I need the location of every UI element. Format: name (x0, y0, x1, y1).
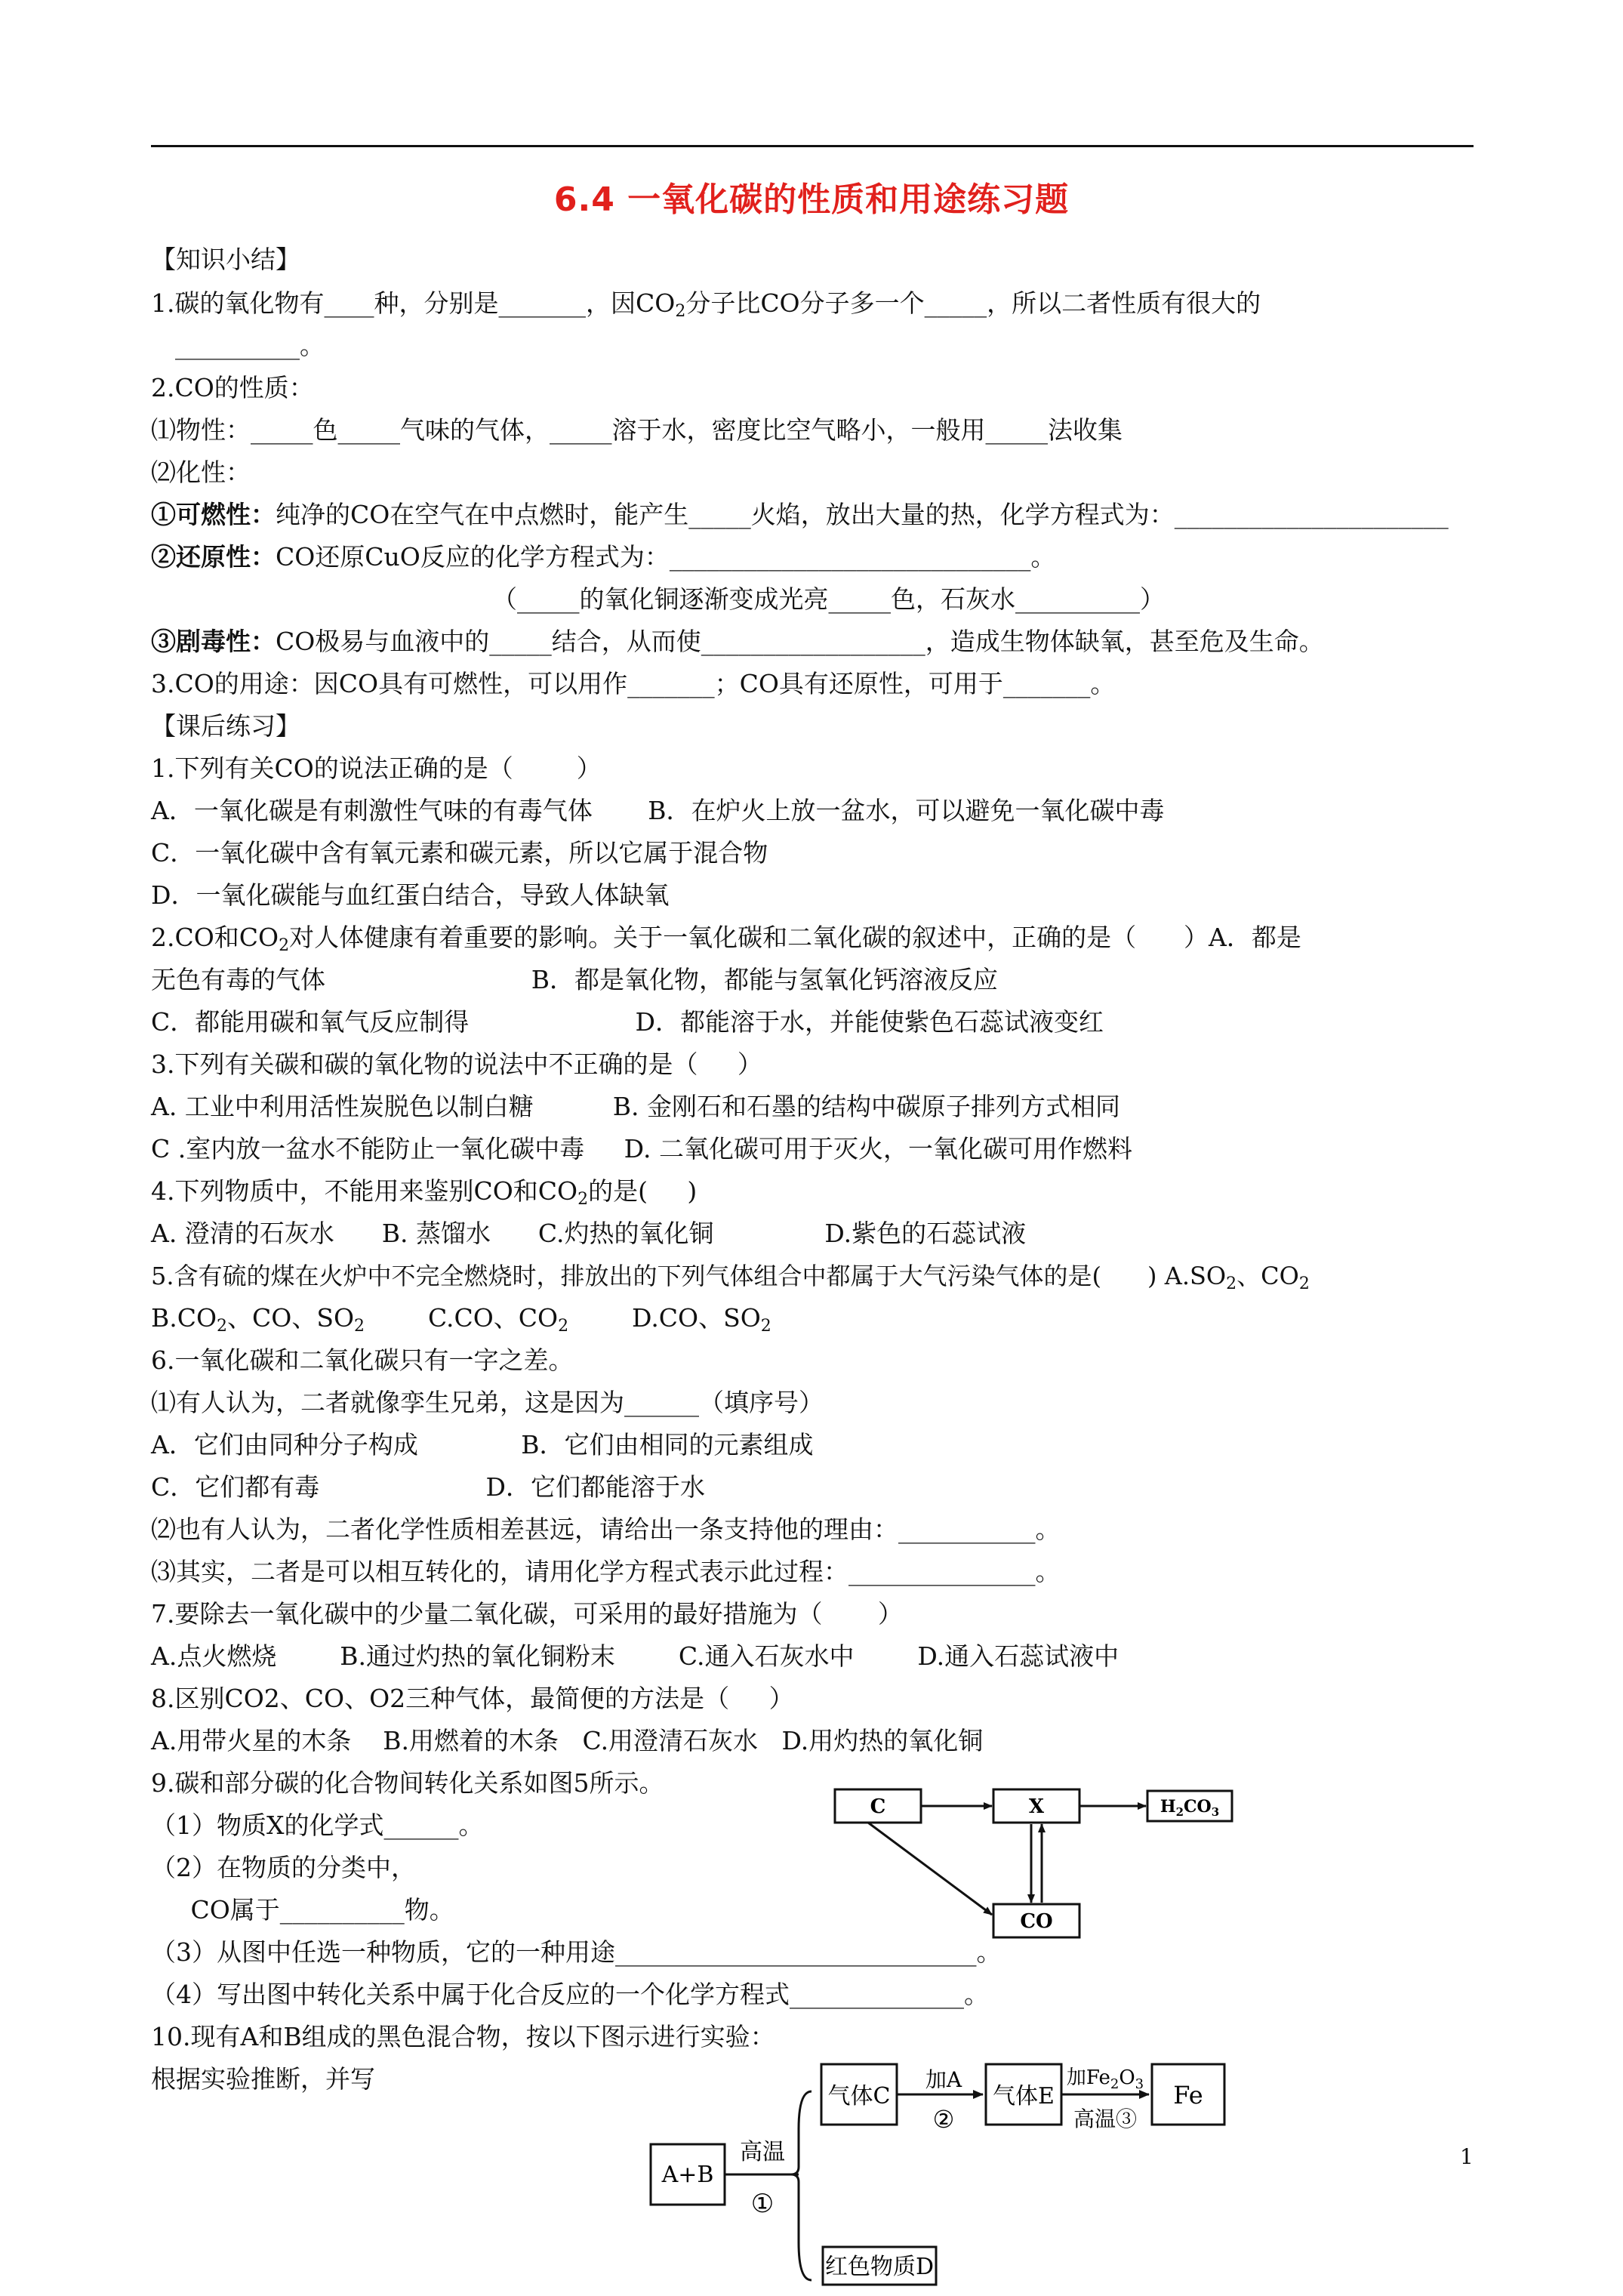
exercise-9: 9.碳和部分碳的化合物间转化关系如图5所示。 (151, 1768, 664, 1798)
knowledge-q2-head: 2.CO的性质： (151, 373, 314, 402)
label-h2co3: $H_2CO_3$ (1160, 1797, 1220, 1819)
knowledge-q2-comb: ①可燃性：纯净的CO在空气在中点燃时，能产生_____火焰，放出大量的热，化学方程式为：______________________ (151, 500, 1449, 529)
exercise-2-cd: C．都能用碳和氧气反应制得 D．都能溶于水，并能使紫色石蕊试液变红 (151, 1007, 1104, 1037)
label-fe: Fe (1173, 2081, 1203, 2110)
exercise-9-4: （4）写出图中转化关系中属于化合反应的一个化学方程式______________。 (151, 1980, 989, 2009)
exercise-heading: 【课后练习】 (151, 711, 300, 741)
exercise-10-b: 根据实验推断，并写 (151, 2064, 375, 2094)
exercise-8-options: A.用带火星的木条 B.用燃着的木条 C.用澄清石灰水 D.用灼热的氧化铜 (151, 1726, 984, 1755)
knowledge-q3: 3.CO的用途：因CO具有可燃性，可以用作_______；CO具有还原性，可用于_______。 (151, 669, 1116, 698)
exercise-1: 1.下列有关CO的说法正确的是（ ） (151, 754, 602, 783)
exercise-6-2: ⑵也有人认为，二者化学性质相差甚远，请给出一条支持他的理由：___________。 (151, 1515, 1061, 1544)
exercise-3: 3.下列有关碳和碳的氧化物的说法中不正确的是（ ） (151, 1049, 762, 1079)
label-x: X (1028, 1795, 1045, 1818)
exercise-9-2b: CO属于__________物。 (151, 1895, 454, 1925)
header-rule (151, 145, 1474, 147)
label-red-d: 红色物质D (824, 2254, 935, 2280)
label-gaowen: 高温 (740, 2139, 785, 2165)
label-add-fe2o3: 加$Fe_2O_3$ (1066, 2066, 1144, 2092)
exercise-10: 10.现有A和B组成的黑色混合物，按以下图示进行实验： (151, 2022, 775, 2051)
knowledge-q2-tox: ③剧毒性：CO极易与血液中的_____结合，从而使__________________，造成生物体缺氧，甚至危及生命。 (151, 627, 1324, 656)
label-step2: ② (932, 2105, 955, 2134)
exercise-1-c: C．一氧化碳中含有氧元素和碳元素，所以它属于混合物 (151, 838, 768, 868)
arrow-c-co (868, 1823, 992, 1915)
exercise-7: 7.要除去一氧化碳中的少量二氧化碳，可采用的最好措施为（ ） (151, 1599, 903, 1629)
split-brace (791, 2091, 812, 2280)
label-ab: A+B (661, 2162, 714, 2188)
exercise-6-1: ⑴有人认为，二者就像孪生兄弟，这是因为______（填序号） (151, 1388, 824, 1417)
exercise-1-d: D．一氧化碳能与血红蛋白结合，导致人体缺氧 (151, 880, 670, 910)
label-gas-c: 气体C (827, 2083, 891, 2110)
exercise-7-options: A.点火燃烧 B.通过灼热的氧化铜粉末 C.通入石灰水中 D.通入石蕊试液中 (151, 1641, 1119, 1671)
exercise-3-ab: A. 工业中利用活性炭脱色以制白糖 B. 金刚石和石墨的结构中碳原子排列方式相同 (151, 1092, 1120, 1121)
label-add-a: 加A (925, 2067, 962, 2092)
knowledge-heading: 【知识小结】 (151, 245, 300, 274)
exercise-6-cd: C．它们都有毒 D．它们都能溶于水 (151, 1472, 705, 1502)
exercise-6: 6.一氧化碳和二氧化碳只有一字之差。 (151, 1345, 574, 1375)
exercise-3-cd: C .室内放一盆水不能防止一氧化碳中毒 D. 二氧化碳可用于灭火，一氧化碳可用作燃料 (151, 1134, 1132, 1163)
page-number: 1 (1460, 2144, 1474, 2169)
exercise-9-2: （2）在物质的分类中， (151, 1853, 416, 1882)
exercise-5-options: $B.CO_2$、CO、$SO_2$ C.CO、$CO_2$ D.CO、$SO_2$ (151, 1303, 771, 1336)
exercise-2-ab: 无色有毒的气体 B．都是氧化物，都能与氢氧化钙溶液反应 (151, 965, 998, 994)
label-step1: ① (750, 2189, 775, 2219)
knowledge-q2-red-note: （_____的氧化铜逐渐变成光亮_____色，石灰水__________） (492, 584, 1165, 614)
exercise-9-1: （1）物质X的化学式______。 (151, 1811, 484, 1840)
knowledge-q2-chem: ⑵化性： (151, 458, 251, 487)
label-gas-e: 气体E (993, 2083, 1055, 2110)
exercise-1-ab: A．一氧化碳是有刺激性气味的有毒气体 B．在炉火上放一盆水，可以避免一氧化碳中毒 (151, 796, 1165, 825)
knowledge-q2-red: ②还原性：CO还原CuO反应的化学方程式为：_____________________________。 (151, 542, 1056, 572)
exercise-2: 2.CO和$CO_2$对人体健康有着重要的影响。关于一氧化碳和二氧化碳的叙述中，正确的是（ ）A．都是 (151, 923, 1301, 955)
label-gaowen3: 高温③ (1073, 2106, 1138, 2131)
exercise-9-3: （3）从图中任选一种物质，它的一种用途_____________________________。 (151, 1937, 1002, 1967)
label-c: C (870, 1795, 886, 1818)
exercise-6-ab: A．它们由同种分子构成 B．它们由相同的元素组成 (151, 1430, 814, 1459)
knowledge-q2-phys: ⑴物性：_____色_____气味的气体，_____溶于水，密度比空气略小，一般用_____法收集 (151, 415, 1123, 445)
exercise-6-3: ⑶其实，二者是可以相互转化的，请用化学方程式表示此过程：_______________。 (151, 1557, 1061, 1586)
exercise-4: 4.下列物质中，不能用来鉴别CO和$CO_2$的是( ) (151, 1176, 698, 1209)
carbon-conversion-diagram (823, 1782, 1246, 1948)
page-title: 6.4 一氧化碳的性质和用途练习题 (553, 180, 1070, 219)
label-co: CO (1020, 1910, 1053, 1933)
exercise-8: 8.区别CO2、CO、O2三种气体，最简便的方法是（ ） (151, 1684, 794, 1713)
exercise-4-options: A. 澄清的石灰水 B. 蒸馏水 C.灼热的氧化铜 D.紫色的石蕊试液 (151, 1219, 1027, 1248)
experiment-flow-diagram (642, 2061, 1246, 2288)
knowledge-q1-cont: __________。 (175, 331, 325, 360)
exercise-5: 5.含有硫的煤在火炉中不完全燃烧时，排放出的下列气体组合中都属于大气污染气体的是( ) $A.SO_2$、$CO_2$ (151, 1262, 1310, 1293)
knowledge-q1: 1.碳的氧化物有____种，分别是_______，因$CO_2$分子比CO分子多一个_____，所以二者性质有很大的 (151, 288, 1261, 321)
